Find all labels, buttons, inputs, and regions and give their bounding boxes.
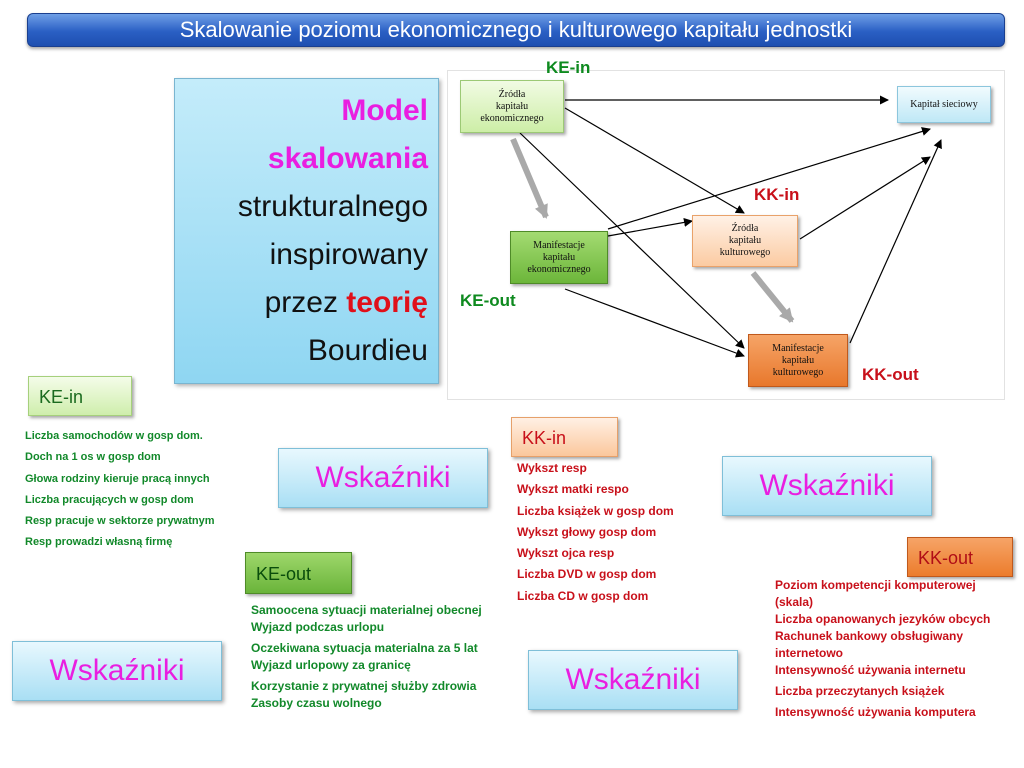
wskazniki-box-ke-in: Wskaźniki <box>278 448 488 508</box>
list-item: Rachunek bankowy obsługiwany internetowo <box>775 629 964 660</box>
list-item: Korzystanie z prywatnej służby zdrowia <box>251 679 477 693</box>
node-zrodla-kulturowego: Źródła kapitału kulturowego <box>692 215 798 267</box>
node-zrodla-ekonomicznego: Źródła kapitału ekonomicznego <box>460 80 564 133</box>
arrow-manif-ek-to-zrodla-kult <box>608 221 692 236</box>
wskazniki-box-kk-in: Wskaźniki <box>722 456 932 516</box>
list-item: Liczba samochodów w gosp dom. <box>25 430 203 442</box>
arrow-manif-ek-to-sieciowy <box>608 129 930 229</box>
list-item: Liczba CD w gosp dom <box>517 588 649 603</box>
capital-diagram <box>447 58 1005 400</box>
list-item: Resp pracuje w sektorze prywatnym <box>25 515 215 528</box>
wskazniki-box-kk-out: Wskaźniki <box>528 650 738 710</box>
tag-kk-out: KK-out <box>907 537 1013 577</box>
diagram-label-ke-in: KE-in <box>546 58 591 77</box>
list-item: Doch na 1 os w gosp dom <box>25 451 161 464</box>
arrow-zrodla-kult-to-sieciowy <box>800 157 930 239</box>
list-item: Liczba DVD w gosp dom <box>517 567 657 582</box>
slide-title: Skalowanie poziomu ekonomicznego i kulturowego kapitału jednostki <box>27 13 1005 47</box>
kk-out-list <box>775 577 1010 721</box>
ke-in-list <box>25 426 215 554</box>
diagram-label-ke-out: KE-out <box>460 291 516 310</box>
list-item: Wykszt ojca resp <box>517 546 615 561</box>
list-item: Intensywność używania internetu <box>775 663 966 677</box>
grey-arrow-cultural <box>753 273 792 321</box>
list-item: Zasoby czasu wolnego <box>251 696 382 710</box>
grey-arrow-economic <box>513 139 546 217</box>
bourdieu-line: Bourdieu <box>307 334 428 367</box>
list-item: Wyjazd urlopowy za granicę <box>251 658 411 672</box>
list-item: Liczba opanowanych jezyków obcych <box>775 612 991 626</box>
tag-kk-in: KK-in <box>511 417 618 457</box>
list-item: Liczba książek w gosp dom <box>517 503 674 518</box>
teorie-word: teorię <box>346 286 428 319</box>
list-item: Wykszt resp <box>517 461 587 475</box>
list-item: Resp prowadzi własną firmę <box>25 536 173 549</box>
list-item: Wykszt matki respo <box>517 482 629 497</box>
node-manifestacje-kulturowego: Manifestacje kapitału kulturowego <box>748 334 848 387</box>
ke-out-list <box>251 602 491 712</box>
list-item: Oczekiwana sytuacja materialna za 5 lat <box>251 641 478 655</box>
przez-word: przez <box>264 286 347 319</box>
strukturalnego-line: strukturalnego <box>237 190 428 223</box>
list-item: Samoocena sytuacji materialnej obecnej <box>251 603 482 617</box>
arrow-manif-kult-to-sieciowy <box>850 140 941 343</box>
node-kapital-sieciowy: Kapitał sieciowy <box>897 86 991 123</box>
arrow-zrodla-ek-to-zrodla-kult <box>565 108 744 213</box>
diagram-label-kk-out: KK-out <box>862 365 919 384</box>
list-item: Intensywność używania komputera <box>775 705 976 719</box>
node-manifestacje-ekonomicznego: Manifestacje kapitału ekonomicznego <box>510 231 608 284</box>
wskazniki-box-ke-out: Wskaźniki <box>12 641 222 701</box>
list-item: Poziom kompetencji komputerowej (skala) <box>775 578 976 609</box>
inspirowany-line: inspirowany <box>269 238 428 271</box>
tag-ke-out: KE-out <box>245 552 352 594</box>
model-description-box <box>174 78 439 384</box>
list-item: Liczba pracujących w gosp dom <box>25 493 194 506</box>
list-item: Wykszt głowy gosp dom <box>517 524 657 539</box>
tag-ke-in: KE-in <box>28 376 132 416</box>
skalowania-word: skalowania <box>267 142 428 175</box>
list-item: Głowa rodziny kieruje pracą innych <box>25 472 210 485</box>
list-item: Wyjazd podczas urlopu <box>251 620 385 634</box>
diagram-label-kk-in: KK-in <box>754 185 800 204</box>
kk-in-list <box>517 458 674 607</box>
model-word: Model <box>341 94 428 127</box>
list-item: Liczba przeczytanych książek <box>775 684 945 698</box>
